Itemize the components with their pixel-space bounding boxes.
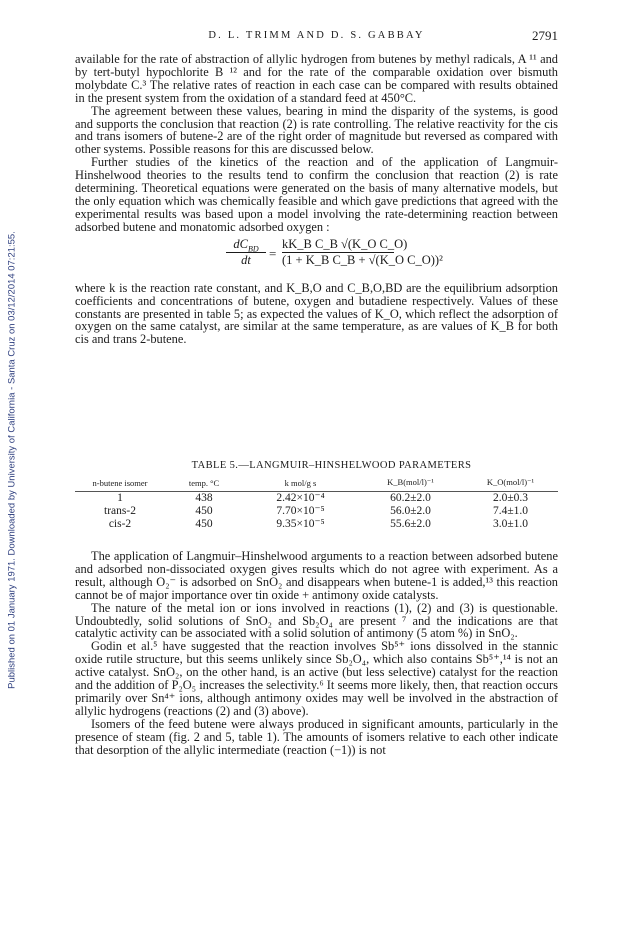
running-head: D. L. TRIMM AND D. S. GABBAY — [208, 30, 425, 41]
equation-lhs-numerator: $dC_{BD}$ — [226, 238, 266, 253]
table-row — [75, 505, 558, 518]
paragraph: where k is the reaction rate constant, and K_B,O and C_B,O,BD are the equilibrium adsorption coefficients and concentrations of butene, oxygen and butadiene respectively. Values of these constants are presented in table 5; as expected the values of K_O, which reflect the adsorption of oxygen on the same catalyst, are similar at the same temperature, as are values of K_B for both cis and trans 2-butene. — [75, 280, 558, 347]
equation-lhs-denominator: dt — [241, 252, 251, 267]
table-row — [75, 518, 558, 531]
table-cell: 60.2±2.0 — [390, 492, 431, 504]
page-header — [75, 28, 558, 48]
equation-equals: = — [269, 245, 277, 261]
table-cell: 56.0±2.0 — [390, 505, 431, 517]
table-row — [75, 492, 558, 506]
table-cell: 7.4±1.0 — [492, 505, 529, 517]
download-stamp — [2, 100, 20, 820]
table-cell: 1 — [117, 492, 123, 504]
paragraph: The nature of the metal ion or ions involved in reactions (1), (2) and (3) is questionable. Undoubtedly, solid solutions of SnO₂ and Sb₂O₄ are present ⁷ and the indications are that catalytic activity can be associated with a solid solution of antimony (5 atom %) in SnO₂. — [75, 600, 558, 641]
table-cell: 7.70×10⁻⁵ — [276, 505, 325, 517]
column-header: k mol/g s — [243, 477, 358, 492]
column-header: temp. °C — [165, 477, 243, 492]
equation-rhs — [282, 236, 443, 267]
download-stamp-text: Published on 01 January 1971. Downloaded by University of California - Santa Cruz on 03/12/2014 07:21:55. — [5, 231, 17, 689]
table-cell: 450 — [195, 505, 213, 517]
table-cell: 3.0±1.0 — [492, 518, 529, 530]
body-text-bottom — [75, 550, 558, 757]
equation-rhs-denominator: (1 + K_B C_B + √(K_O C_O))² — [282, 252, 443, 267]
body-text-top — [75, 53, 558, 346]
table-cell: cis-2 — [108, 518, 132, 530]
column-header: K_O(mol/l)⁻¹ — [463, 477, 558, 492]
table-cell: 2.0±0.3 — [492, 492, 529, 504]
column-header: K_B(mol/l)⁻¹ — [358, 477, 463, 492]
column-header: n-butene isomer — [75, 477, 165, 492]
table-cell: 9.35×10⁻⁵ — [276, 518, 325, 530]
table-caption: TABLE 5.—LANGMUIR–HINSHELWOOD PARAMETERS — [191, 460, 472, 471]
equation-lhs — [226, 238, 266, 267]
paragraph: Further studies of the kinetics of the reaction and of the application of Langmuir-Hinshelwood theories to the results tend to confirm the conclusion that reaction (2) is rate determining. Theoretical equations were generated on the basis of many alternative models, but the only equation which was chemically feasible and which gave predictions that agreed with the experimental results was based upon a model involving the rate-determining reaction between adsorbed butene and monatomic adsorbed oxygen : — [75, 155, 558, 234]
table-header-row — [75, 477, 558, 492]
page-number: 2791 — [532, 28, 558, 43]
paragraph: Godin et al.⁵ have suggested that the reaction involves Sb⁵⁺ ions dissolved in the stannic oxide rutile structure, but this seems unlikely since Sb₂O₄, which also contains Sb⁵⁺,¹⁴ is not an active catalyst. SnO₂, on the other hand, is an active (but less selective) catalyst for the reaction and the addition of P₂O₅ increases the selectivity.⁶ It seems more likely, then, that reaction occurs primarily over Sn⁴⁺ ions, although antimony oxides may well be involved in the abstraction of allylic hydrogens (reactions (2) and (3) above). — [75, 639, 558, 718]
table-cell: 450 — [195, 518, 213, 530]
table-cell: 2.42×10⁻⁴ — [276, 492, 325, 504]
equation-rhs-numerator: kK_B C_B √(K_O C_O) — [282, 236, 408, 251]
paragraph: The application of Langmuir–Hinshelwood arguments to a reaction between adsorbed butene and adsorbed non-dissociated oxygen gives results which do not agree with experiment. As a result, although O₂⁻ is adsorbed on SnO₂ and disappears when butene-1 is added,¹³ this reaction cannot be of major importance over tin oxide + antimony oxide catalysts. — [75, 549, 558, 602]
table-cell: 438 — [195, 492, 213, 504]
table-cell: trans-2 — [104, 505, 136, 517]
table-cell: 55.6±2.0 — [390, 518, 431, 530]
paragraph: The agreement between these values, bearing in mind the disparity of the systems, is good and supports the conclusion that reaction (2) is rate controlling. The relative reactivity for the cis and trans isomers of butene-2 are of the right order of magnitude but reversed as compared with other systems. Possible reasons for this are discussed below. — [75, 103, 558, 157]
paragraph: available for the rate of abstraction of allylic hydrogen from butenes by methyl radicals, A ¹¹ and by tert-butyl hypochlorite B ¹² and for the rate of the comparable oxidation over bismuth molybdate C.³ The relative rates of reaction in each case can be compared with results obtained in the present system from the oxidation of a standard feed at 450°C. — [75, 52, 558, 105]
table-5 — [75, 460, 558, 531]
parameters-table — [75, 477, 558, 531]
rate-equation — [75, 238, 558, 280]
paragraph: Isomers of the feed butene were always produced in significant amounts, particularly in the presence of steam (fig. 2 and 5, table 1). The amounts of isomers relative to each other indicate that desorption of the allylic intermediate (reaction (−1)) is not — [75, 716, 558, 757]
